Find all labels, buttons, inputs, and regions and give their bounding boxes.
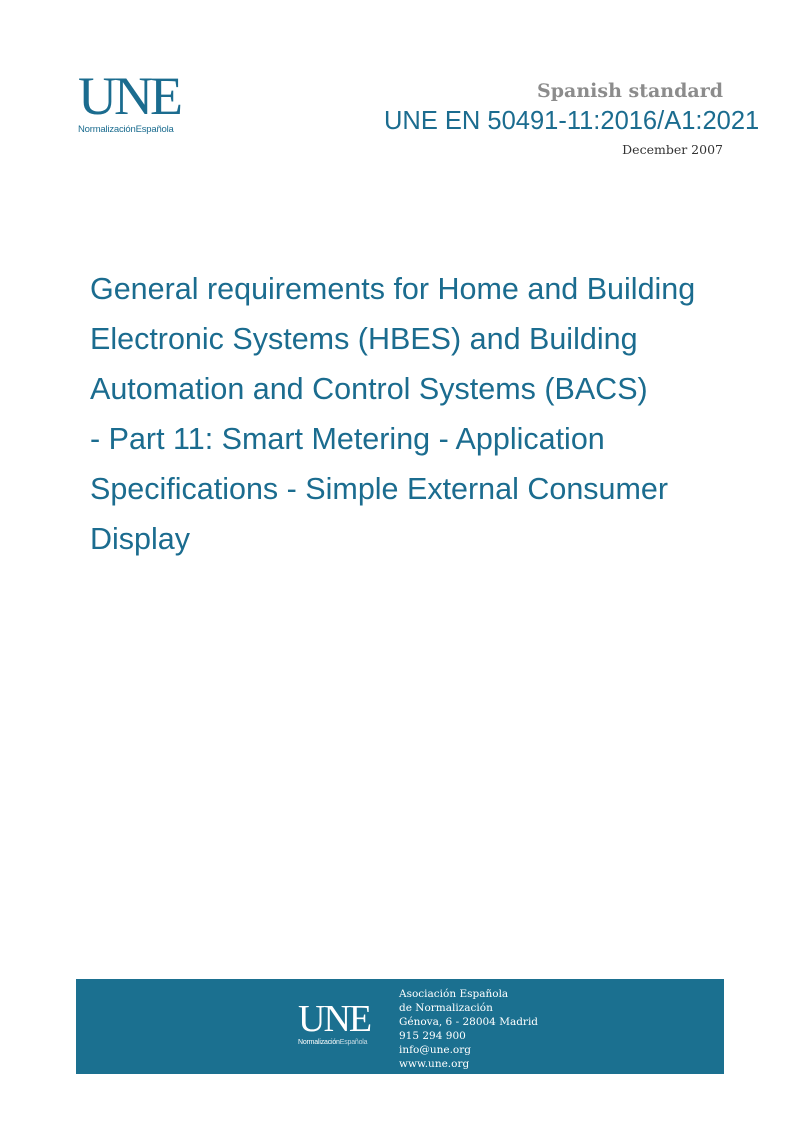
standard-code: UNE EN 50491-11:2016/A1:2021: [384, 107, 760, 135]
footer-tagline-part-2: Española: [339, 1039, 368, 1046]
org-name-line-1: Asociación Española: [399, 988, 509, 1000]
org-website: www.une.org: [399, 1058, 470, 1070]
standard-header: [380, 78, 800, 159]
tagline-part-1: Normalización: [78, 124, 136, 135]
title-line: Display: [90, 522, 191, 556]
org-phone: 915 294 900: [399, 1030, 466, 1042]
title-line: Electronic Systems (HBES) and Building: [90, 322, 638, 356]
une-logo-tagline: [78, 124, 198, 135]
org-email: info@une.org: [399, 1044, 471, 1056]
tagline-part-2: Española: [135, 124, 174, 135]
footer-logo-tagline: [298, 1039, 388, 1046]
standard-type: Spanish standard: [537, 80, 723, 102]
footer-contact-info: [399, 987, 538, 1071]
standard-date: December 2007: [622, 142, 723, 157]
footer-logo-wordmark: UNE: [298, 998, 371, 1040]
org-address: Génova, 6 - 28004 Madrid: [399, 1016, 539, 1028]
footer-tagline-part-1: Normalización: [298, 1039, 340, 1046]
org-name-line-2: de Normalización: [399, 1002, 493, 1014]
title-line: General requirements for Home and Building: [90, 272, 696, 306]
title-line: - Part 11: Smart Metering - Application: [90, 422, 605, 456]
une-logo: [78, 66, 198, 135]
title-line: Specifications - Simple External Consumer: [90, 472, 669, 506]
footer-une-logo: [298, 998, 388, 1046]
document-title: [90, 264, 780, 564]
footer-contact-box: [76, 979, 724, 1074]
title-line: Automation and Control Systems (BACS): [90, 372, 648, 406]
une-logo-wordmark: UNE: [78, 66, 180, 126]
